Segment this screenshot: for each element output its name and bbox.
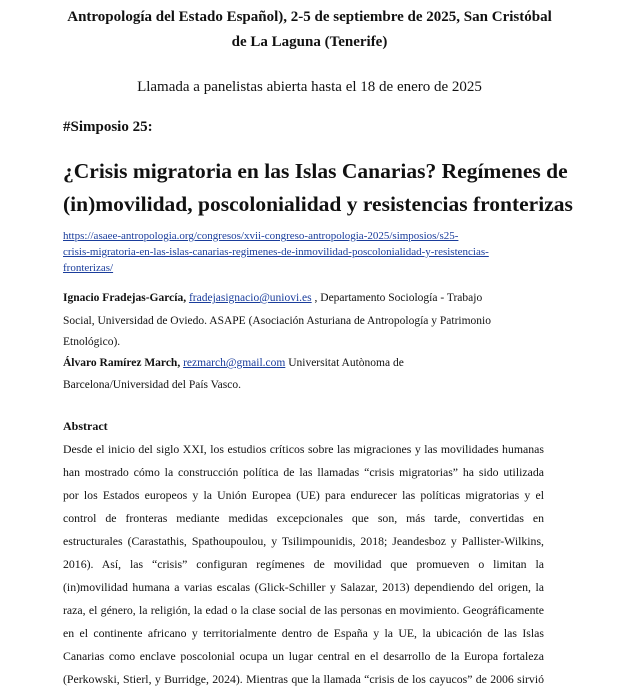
abstract-line: (in)movilidad humana a varias escalas (Glick-Schiller y Salazar, 2013) dependiendo del origen, la: [63, 580, 544, 594]
author-2-line-2: Barcelona/Universidad del País Vasco.: [63, 379, 241, 391]
abstract-heading: Abstract: [63, 419, 108, 433]
author-2-line-1: [63, 355, 404, 372]
symposium-url-line-2[interactable]: crisis-migratoria-en-las-islas-canarias-regimenes-de-inmovilidad-poscolonialidad-y-resistencias-: [63, 246, 489, 258]
header-line-2: de La Laguna (Tenerife): [231, 34, 388, 50]
abstract-line: Desde el inicio del siglo XXI, los estudios críticos sobre las migraciones y las movilidades humanas: [63, 442, 544, 456]
title-line-2: (in)movilidad, poscolonialidad y resistencias fronterizas: [63, 192, 573, 216]
title-line-1: ¿Crisis migratoria en las Islas Canarias? Regímenes de: [63, 159, 568, 183]
author-1-line-1: [63, 290, 482, 307]
symposium-url-line-1[interactable]: https://asaee-antropologia.org/congresos/xvii-congreso-antropologia-2025/simposios/s25-: [63, 230, 459, 242]
author-2-name: Álvaro Ramírez March,: [63, 357, 181, 369]
abstract-line: por los Estados europeos y la Unión Europea (UE) para endurecer las políticas migratorias y el: [63, 488, 544, 502]
abstract-line: (Perkowski, Stierl, y Burridge, 2024). Mientras que la llamada “crisis de los cayucos” de 2006 sirvió: [63, 672, 544, 686]
abstract-line: raza, el género, la religión, la edad o la clase social de las personas en movimiento. Geográficamente: [63, 603, 544, 617]
header-line-1: Antropología del Estado Español), 2-5 de septiembre de 2025, San Cristóbal: [67, 9, 552, 25]
author-1-name: Ignacio Fradejas-García,: [63, 292, 187, 304]
symposium-url-line-3[interactable]: fronterizas/: [63, 262, 114, 274]
abstract-line: en el continente africano y territorialmente dentro de España y la UE, la ubicación de las Islas: [63, 626, 544, 640]
author-2-affiliation-1: Universitat Autònoma de: [285, 357, 404, 369]
author-1-line-2: Social, Universidad de Oviedo. ASAPE (Asociación Asturiana de Antropología y Patrimonio: [63, 315, 491, 327]
abstract-line: estructurales (Carastathis, Spathoupoulou, y Tsilimpounidis, 2018; Jeandesboz y Pallister-Wilkins,: [63, 534, 544, 548]
author-1-affiliation-1: , Departamento Sociología - Trabajo: [311, 292, 483, 304]
abstract-line: 2016). Así, las “crisis” configuran regímenes de movilidad que promueven o limitan la: [63, 557, 544, 571]
abstract-line: Canarias como enclave poscolonial ocupa un lugar central en el desarrollo de la Europa fortaleza: [63, 649, 544, 663]
call-notice: Llamada a panelistas abierta hasta el 18 de enero de 2025: [137, 79, 482, 95]
author-2-email[interactable]: rezmarch@gmail.com: [183, 357, 286, 369]
abstract-line: han mostrado cómo la construcción política de las llamadas “crisis migratorias” ha sido utilizada: [63, 465, 544, 479]
abstract-line: control de fronteras mediante medidas excepcionales que son, más tarde, convertidas en: [63, 511, 544, 525]
symposium-label: #Simposio 25:: [63, 119, 153, 135]
author-1-email[interactable]: fradejasignacio@uniovi.es: [188, 292, 312, 304]
author-1-line-3: Etnológico).: [63, 336, 121, 348]
